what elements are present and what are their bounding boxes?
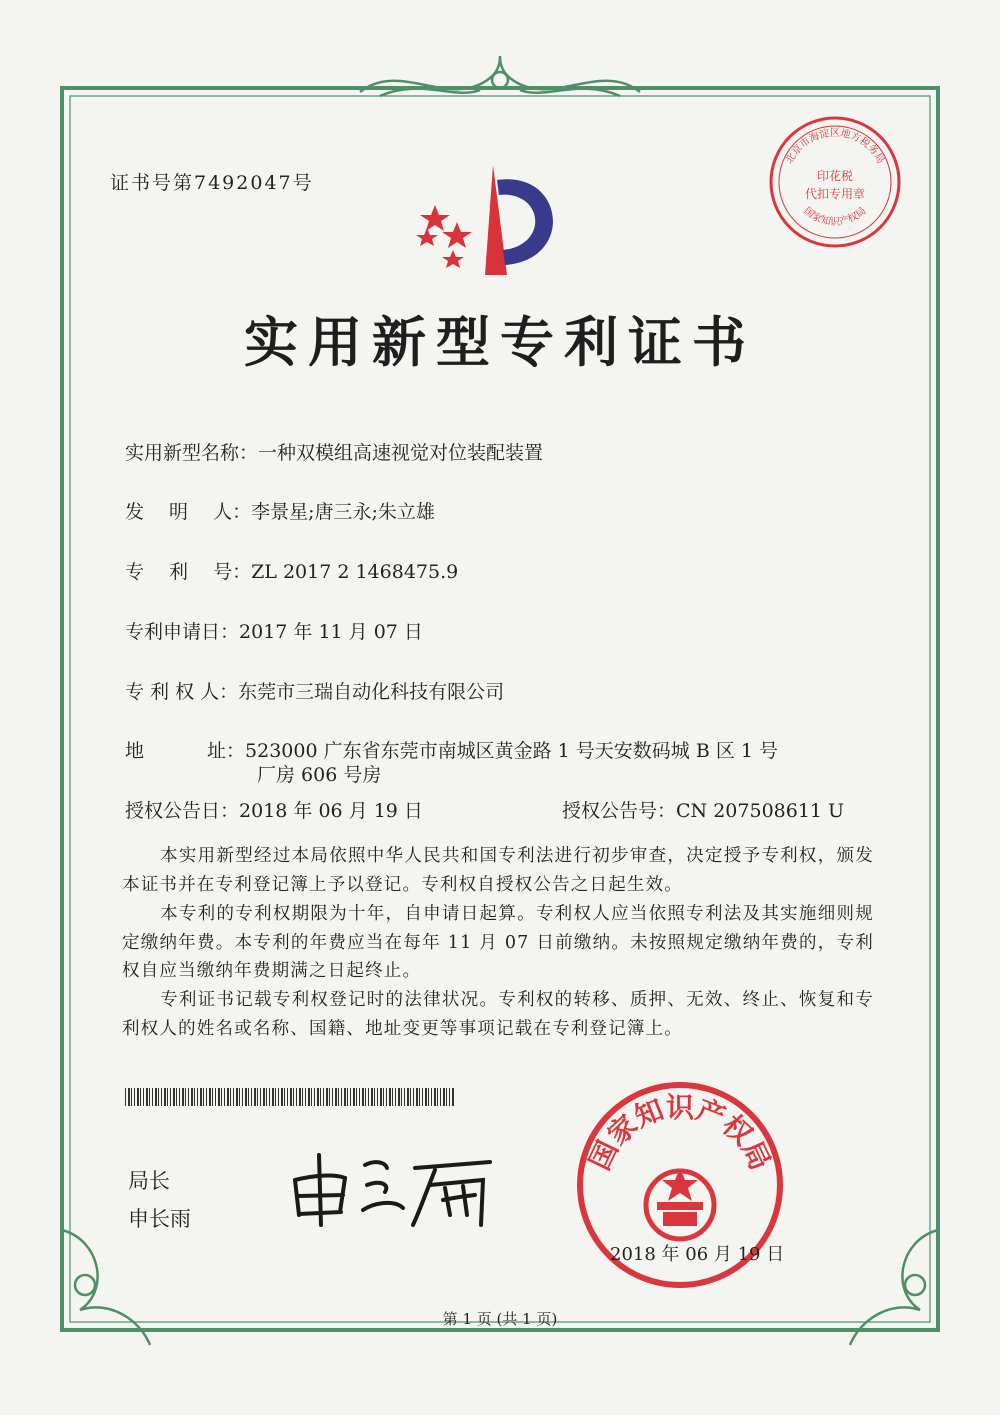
- certificate-title: 实用新型专利证书: [244, 310, 756, 374]
- field-inventors: [125, 497, 435, 524]
- field-label: 授权公告号：: [562, 800, 677, 822]
- paragraph: [122, 900, 874, 986]
- field-value: 东莞市三瑞自动化科技有限公司: [238, 681, 505, 703]
- field-label: 地 址：: [125, 740, 246, 762]
- tax-stamp: [765, 112, 905, 252]
- tax-stamp-outer-text: 北京市海淀区地方税务局: [784, 128, 886, 166]
- field-grant-date: [125, 796, 423, 823]
- star-icon: [442, 222, 472, 248]
- field-label: 发 明 人：: [125, 501, 252, 523]
- star-icon: [420, 205, 450, 231]
- paragraph: [122, 986, 874, 1043]
- field-label: 专利申请日：: [125, 621, 240, 643]
- field-value: 523000 广东省东莞市南城区黄金路 1 号天安数码城 B 区 1 号: [245, 740, 778, 762]
- barcode: [125, 1088, 455, 1106]
- paragraph: [122, 842, 874, 899]
- tax-stamp-line1: 印花税: [816, 169, 854, 183]
- seal-text: 国家知识产权局: [582, 1091, 778, 1176]
- tax-stamp-bottom-text: 国家知识产权局: [801, 205, 869, 228]
- page-number: 第 1 页 (共 1 页): [442, 1310, 558, 1328]
- director-title: 局长: [128, 1169, 170, 1193]
- tax-stamp-line2: 代扣专用章: [804, 187, 866, 201]
- svg-text:北京市海淀区地方税务局: [783, 126, 887, 165]
- field-patent-number: [125, 557, 458, 584]
- field-value: 一种双模组高速视觉对位装配装置: [258, 442, 544, 464]
- svg-text:国家知识产权局: [801, 205, 868, 228]
- field-value: 2018 年 06 月 19 日: [239, 800, 423, 822]
- svg-text:国家知识产权局: [583, 1091, 777, 1175]
- field-label: 授权公告日：: [125, 800, 240, 822]
- patent-office-logo: [415, 160, 575, 290]
- field-patentee: [125, 677, 504, 704]
- field-value: 2017 年 11 月 07 日: [239, 621, 423, 643]
- paragraph-text: 专利证书记载专利权登记时的法律状况。专利权的转移、质押、无效、终止、恢复和专利权人的姓名或名称、国籍、地址变更等事项记载在专利登记簿上。: [122, 990, 874, 1039]
- director-name: 申长雨: [128, 1207, 191, 1231]
- seal-date: 2018 年 06 月 19 日: [610, 1244, 785, 1265]
- field-value: CN 207508611 U: [676, 800, 845, 822]
- field-value: ZL 2017 2 1468475.9: [251, 561, 459, 583]
- star-icon: [442, 250, 464, 268]
- field-label: 专 利 号：: [125, 561, 252, 583]
- national-emblem-icon: [646, 1168, 714, 1239]
- field-address-line2: 厂房 606 号房: [257, 764, 382, 786]
- director-signature: [285, 1140, 505, 1230]
- paragraph-text: 本专利的专利权期限为十年，自申请日起算。专利权人应当依照专利法及其实施细则规定缴纳年费。本专利的年费应当在每年 11 月 07 日前缴纳。未按照规定缴纳年费的，专利权自应当缴纳年费期满之日起终止。: [122, 904, 874, 981]
- star-icon: [416, 228, 438, 246]
- field-filing-date: [125, 617, 423, 644]
- certificate-number: 证书号第7492047号: [110, 172, 314, 194]
- field-label: 实用新型名称：: [125, 442, 259, 464]
- paragraph-text: 本实用新型经过本局依照中华人民共和国专利法进行初步审查，决定授予专利权，颁发本证书并在专利登记簿上予以登记。专利权自授权公告之日起生效。: [122, 846, 874, 895]
- field-utility-model-name: [125, 438, 543, 465]
- field-grant-number: [562, 796, 844, 823]
- field-label: 专 利 权 人：: [125, 681, 239, 703]
- field-address: [125, 736, 778, 763]
- field-value: 李景星;唐三永;朱立雄: [251, 501, 435, 523]
